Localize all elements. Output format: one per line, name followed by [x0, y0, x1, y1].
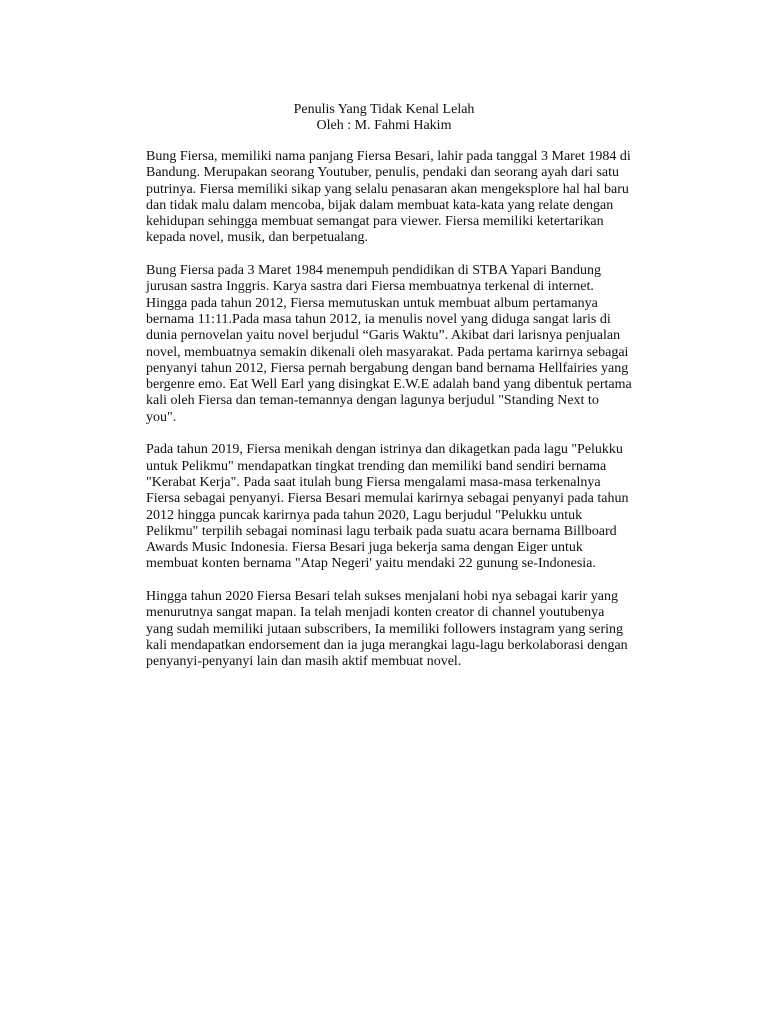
paragraph-3: Pada tahun 2019, Fiersa menikah dengan istrinya dan dikagetkan pada lagu "Pelukku untuk Pelikmu" mendapatkan tingkat trending dan memiliki band sendiri bernama "Kerabat Kerja". Pada saat itulah bung Fiersa mengalami masa-masa terkenalnya Fiersa sebagai penyanyi. Fiersa Besari memulai karirnya sebagai penyanyi pada tahun 2012 hingga puncak karirnya pada tahun 2020, Lagu berjudul "Pelukku untuk Pelikmu" terpilih sebagai nominasi lagu terbaik pada suatu acara bernama Billboard Awards Music Indonesia. Fiersa Besari juga bekerja sama dengan Eiger untuk membuat konten bernama "Atap Negeri' yaitu mendaki 22 gunung se-Indonesia.: [146, 442, 629, 572]
document-body: [146, 149, 632, 687]
paragraph-2: Bung Fiersa pada 3 Maret 1984 menempuh pendidikan di STBA Yapari Bandung jurusan sastra Inggris. Karya sastra dari Fiersa membuatnya terkenal di internet. Hingga pada tahun 2012, Fiersa memutuskan untuk membuat album pertamanya bernama 11:11.Pada masa tahun 2012, ia menulis novel yang diduga sangat laris di dunia pernovelan yaitu novel berjudul “Garis Waktu”. Akibat dari larisnya penjualan novel, membuatnya semakin dikenali oleh masyarakat. Pada pertama karirnya sebagai penyanyi tahun 2012, Fiersa pernah bergabung dengan band bernama Hellfairies yang bergenre emo. Eat Well Earl yang disingkat E.W.E adalah band yang dibentuk pertama kali oleh Fiersa dan teman-temannya dengan lagunya berjudul "Standing Next to you".: [146, 263, 632, 425]
document-byline: Oleh : M. Fahmi Hakim: [316, 118, 452, 133]
document-title: Penulis Yang Tidak Kenal Lelah: [293, 102, 475, 117]
paragraph-1: Bung Fiersa, memiliki nama panjang Fiersa Besari, lahir pada tanggal 3 Maret 1984 di Bandung. Merupakan seorang Youtuber, penulis, pendaki dan seorang ayah dari satu putrinya. Fiersa memiliki sikap yang selalu penasaran akan mengeksplore hal hal baru dan tidak malu dalam mencoba, bijak dalam membuat kata-kata yang relate dengan kehidupan sehingga membuat semangat para viewer. Fiersa memiliki ketertarikan kepada novel, musik, dan berpetualang.: [146, 149, 631, 246]
paragraph-4: Hingga tahun 2020 Fiersa Besari telah sukses menjalani hobi nya sebagai karir yang menurutnya sangat mapan. Ia telah menjadi konten creator di channel youtubenya yang sudah memiliki jutaan subscribers, Ia memiliki followers instagram yang sering kali mendapatkan endorsement dan ia juga merangkai lagu-lagu berkolaborasi dengan penyanyi-penyanyi lain dan masih aktif membuat novel.: [146, 589, 628, 670]
title-block: [0, 102, 768, 134]
